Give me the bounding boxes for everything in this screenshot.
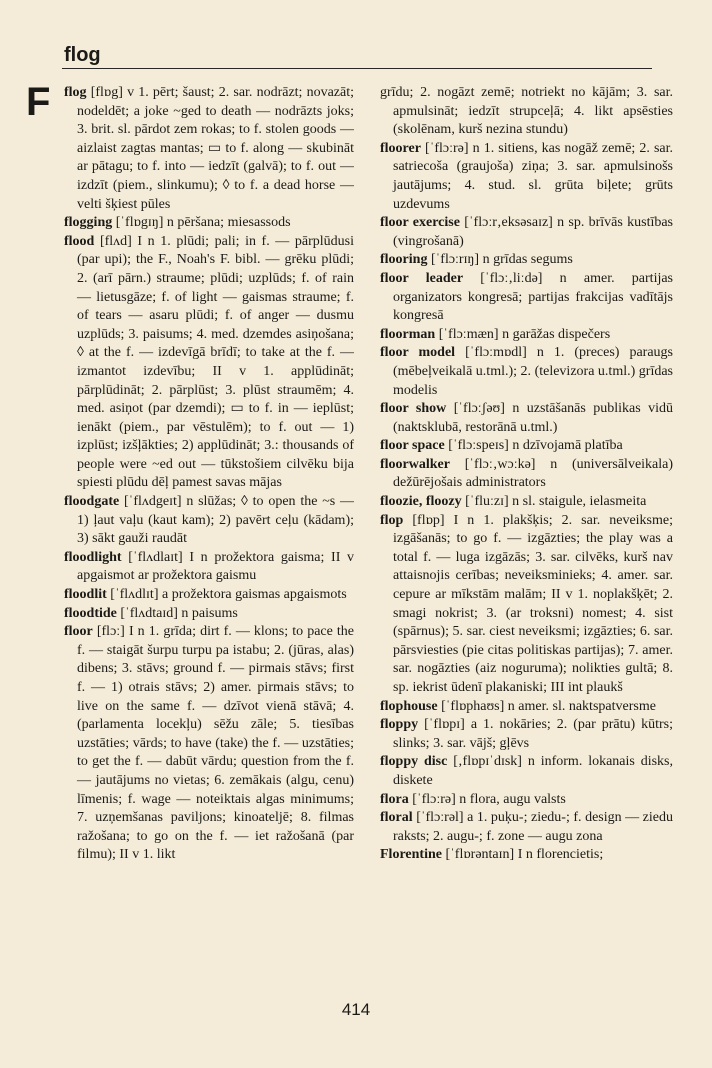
dictionary-entry	[64, 549, 354, 586]
dictionary-entry	[380, 344, 673, 400]
entry-pronunciation: [flɔː]	[96, 624, 125, 640]
left-column	[64, 84, 354, 1004]
page-number: 414	[341, 1000, 371, 1019]
entry-headword: flogging	[64, 215, 113, 231]
entry-headword: flora	[380, 791, 409, 807]
dictionary-entry	[380, 512, 673, 698]
entry-definition: a 1. puķu-; ziedu-; f. design — ziedu raksts; 2. augu-; f. zone — augu zona	[393, 810, 673, 844]
dictionary-entry	[380, 493, 673, 512]
section-letter: F	[26, 80, 51, 124]
dictionary-entry	[380, 456, 673, 493]
entry-pronunciation: [ˈflɔːrɪŋ]	[430, 252, 480, 268]
dictionary-entry	[380, 400, 673, 437]
entry-definition: n flora, augu valsts	[459, 791, 566, 807]
entry-pronunciation: [ˈflʌdgeɪt]	[124, 494, 182, 510]
entry-headword: floorman	[380, 326, 436, 342]
entry-pronunciation: [flʌd]	[99, 233, 132, 249]
dictionary-entry	[380, 698, 673, 717]
entry-pronunciation: [ˈflɔː‚liːdə]	[480, 270, 543, 286]
entry-headword: floodlight	[64, 549, 122, 565]
entry-headword: floozie, floozy	[380, 494, 462, 510]
entry-headword: flophouse	[380, 698, 438, 714]
entry-pronunciation: [‚flɒpɪˈdɪsk]	[453, 754, 522, 770]
entry-definition: n (universālveikala) dežūrējošais administrators	[393, 456, 673, 491]
entry-definition: n paisums	[181, 605, 238, 621]
entry-definition: I n florencietis;	[517, 847, 604, 863]
entry-headword: flooring	[380, 252, 428, 268]
entry-pronunciation: [ˈflɒpɪ]	[424, 717, 465, 733]
entry-definition: n slūžas; ◊ to open the ~s — 1) ļaut vaļu (kaut kam); 2) pavērt ceļu (kādam); 3) sākt gauži raudāt	[77, 494, 354, 547]
dictionary-entry	[380, 214, 673, 251]
entry-definition: a prožektora gaismas apgaismots	[162, 587, 347, 603]
dictionary-entry	[380, 140, 673, 214]
entry-headword: floodgate	[64, 494, 120, 510]
entry-definition: grīdu; 2. nogāzt zemē; notriekt no kājām; 3. sar. apmulsināt; iedzīt strupceļā; 4. likt apsēsties (skolēnam, kurš nezina stundu)	[380, 85, 673, 138]
entry-headword: Florentine	[380, 847, 442, 863]
dictionary-entry	[64, 493, 354, 549]
entry-pronunciation: [ˈflɔːʃəʊ]	[453, 401, 505, 417]
entry-pronunciation: [ˈflɔːmɒdl]	[465, 345, 527, 361]
entry-definition: n sl. staigule, ielasmeita	[512, 494, 647, 510]
entry-headword: floor	[64, 624, 93, 640]
entry-headword: floodtide	[64, 605, 117, 621]
entry-pronunciation: [ˈflɔːrəl]	[416, 810, 464, 826]
entry-headword: floor show	[380, 401, 447, 417]
entry-definition: n garāžas dispečers	[502, 326, 611, 342]
entry-headword: flog	[64, 85, 87, 100]
running-head: flog	[64, 44, 101, 66]
entry-definition: n grīdas segums	[482, 252, 573, 268]
entry-pronunciation: [ˈflɔː‚wɔːkə]	[464, 456, 536, 472]
entry-headword: floral	[380, 810, 413, 826]
entry-pronunciation: [ˈflʌdlɪt]	[110, 587, 159, 603]
entry-definition: n 1. sitiens, kas nogāž zemē; 2. sar. satriecoša (graujoša) ziņa; 3. sar. apmulsinošs jautājums; 4. stud. sl. grūta biļete; grūts uzdevums	[393, 140, 673, 212]
entry-definition: n pēršana; miesassods	[166, 215, 291, 231]
entry-headword: floor leader	[380, 270, 464, 286]
dictionary-entry	[380, 809, 673, 846]
entry-pronunciation: [ˈfluːzɪ]	[465, 494, 509, 510]
entry-definition: n amer. sl. naktspatversme	[507, 698, 656, 714]
entry-definition: v 1. pērt; šaust; 2. sar. nodrāzt; novazāt; nodeldēt; a joke ~ged to death — nodrāzts joks; 3. brit. sl. pārdot zem rokas; to f. stolen goods — aizlaist zagtas mantas; ▭ to f. along — skubināt ar pātagu; to f. into — iedzīt (galvā); to f. out — izdzīt (piem., slinkumu); ◊ to f. a dead horse — velti šķiest pūles	[77, 85, 354, 212]
dictionary-entry	[64, 214, 354, 233]
right-column	[380, 84, 673, 1004]
entry-pronunciation: [ˈflɒphaʊs]	[441, 698, 505, 714]
dictionary-entry	[380, 753, 673, 790]
entry-pronunciation: [flɒp]	[412, 512, 445, 528]
entry-headword: floorwalker	[380, 456, 450, 472]
entry-headword: floor exercise	[380, 215, 460, 231]
entry-definition: a 1. nokāries; 2. (par prātu) kūtrs; slinks; 3. sar. vājš; gļēvs	[393, 717, 673, 751]
entry-definition: n amer. partijas organizators kongresā; partijas frakcijas vadītājs kongresā	[393, 270, 673, 324]
entry-pronunciation: [ˈflɔːmæn]	[438, 326, 499, 342]
entry-pronunciation: [ˈflɔːspeɪs]	[448, 438, 509, 454]
dictionary-entry	[380, 84, 673, 140]
entry-headword: floppy	[380, 717, 419, 733]
dictionary-entry	[64, 84, 354, 214]
entry-pronunciation: [flɒg]	[90, 85, 123, 100]
entry-headword: floor model	[380, 345, 456, 361]
entry-pronunciation: [ˈflɒrəntaɪn]	[445, 847, 515, 863]
entry-definition: I n 1. plakšķis; 2. sar. neveiksme; izgāšanās; to go f. — izgāzties; the play was a total f. — luga izgāzās; 3. sar. cilvēks, kurš nav attaisnojis cerības; neveiksminieks; 4. amer. sar. cepure ar mīkstām malām; II v 1. noplakšķēt; 2. smagi nokrist; 3. (ar troksni) nomest; 4. sist (spārnus); 5. sar. ciest neveiksmi; izgāzties; 6. sar. pārsviesties (pie citas politiskas partijas); 7. amer. sar. nogāzties (aiz noguruma); nolikties gultā; 8. sp. iekrist ūdenī plakaniski; III int plaukš	[393, 512, 673, 695]
entry-definition: I n 1. grīda; dirt f. — klons; to pace the f. — staigāt šurpu turpu pa istabu; 2. (jūras, alas) dibens; 3. stāvs; ground f. — pirmais stāvs; first f. — 1) otrais stāvs; 2) amer. pirmais stāvs; to live on the same f. — dzīvot vienā stāvā; 4. (parlamenta locekļu) sēžu zāle; 5. tiesības uzstāties; vārds; to have (take) the f. — uzstāties; to get the f. — dabūt vārdu; question from the f. — jautājums no vietas; 6. zemākais (algu, cenu) līmenis; f. wage — noteiktais algas minimums; 7. uzņemšanas paviljons; kinoateljē; 8. filmas ražošana; to go on the f. — iet ražošanā (par filmu); II v 1. likt	[77, 624, 354, 863]
entry-headword: floorer	[380, 140, 421, 156]
header-rule	[62, 68, 652, 69]
dictionary-entry	[380, 251, 673, 270]
entry-headword: flood	[64, 233, 95, 249]
entry-definition: n uzstāšanās publikas vidū (naktsklubā, restorānā u.tml.)	[393, 401, 673, 435]
entry-pronunciation: [ˈflɔːr‚eksəsaɪz]	[464, 215, 553, 231]
dictionary-entry	[380, 846, 673, 865]
dictionary-entry	[64, 623, 354, 865]
dictionary-entry	[64, 586, 354, 605]
dictionary-entry	[380, 326, 673, 345]
dictionary-entry	[380, 791, 673, 810]
entry-definition: I n 1. plūdi; pali; in f. — pārplūdusi (par upi); the F., Noah's F. bibl. — grēku plūdi; 2. (arī pārn.) straume; plūdi; uzplūds; f. of rain — lietusgāze; f. of light — gaismas straume; f. of tears — asaru plūdi; f. of anger — dusmu uzplūds; 3. paisums; 4. med. dzemdes asiņošana; ◊ at the f. — izdevīgā brīdī; to take at the f. — izmantot izdevību; II v 1. applūdināt; pārplūdināt; 2. pārplūst; 3. plūst straumēm; 4. med. asiņot (par dzemdi); ▭ to f. in — ieplūst; ienākt (piem., par vēstulēm); to f. out — 1) izplūst; izšļākties; 2) applūdināt; 3.: thousands of people were ~ed out — tūkstošiem cilvēku bija spiesti plūdu dēļ pamest savas mājas	[77, 233, 354, 491]
entry-headword: floor space	[380, 438, 445, 454]
entry-pronunciation: [ˈflɒgɪŋ]	[115, 215, 164, 231]
entry-definition: n sp. brīvās kustības (vingrošanā)	[393, 215, 673, 249]
dictionary-entry	[380, 437, 673, 456]
entry-definition: n dzīvojamā platība	[512, 438, 623, 454]
entry-pronunciation: [ˈflʌdtaɪd]	[120, 605, 178, 621]
entry-pronunciation: [ˈflɔːrə]	[425, 140, 469, 156]
entry-headword: flop	[380, 512, 404, 528]
entry-headword: floodlit	[64, 587, 107, 603]
dictionary-entry	[64, 233, 354, 493]
entry-headword: floppy disc	[380, 754, 448, 770]
entry-pronunciation: [ˈflɔːrə]	[412, 791, 456, 807]
entry-definition: n 1. (preces) paraugs (mēbeļveikalā u.tml.); 2. (televizora u.tml.) grīdas modelis	[393, 345, 673, 398]
dictionary-entry	[380, 270, 673, 326]
dictionary-entry	[64, 605, 354, 624]
dictionary-entry	[380, 716, 673, 753]
entry-pronunciation: [ˈflʌdlaɪt]	[128, 549, 183, 565]
entry-definition: I n prožektora gaisma; II v apgaismot ar prožektora gaismu	[77, 549, 354, 584]
entry-definition: n inform. lokanais disks, diskete	[393, 754, 673, 788]
